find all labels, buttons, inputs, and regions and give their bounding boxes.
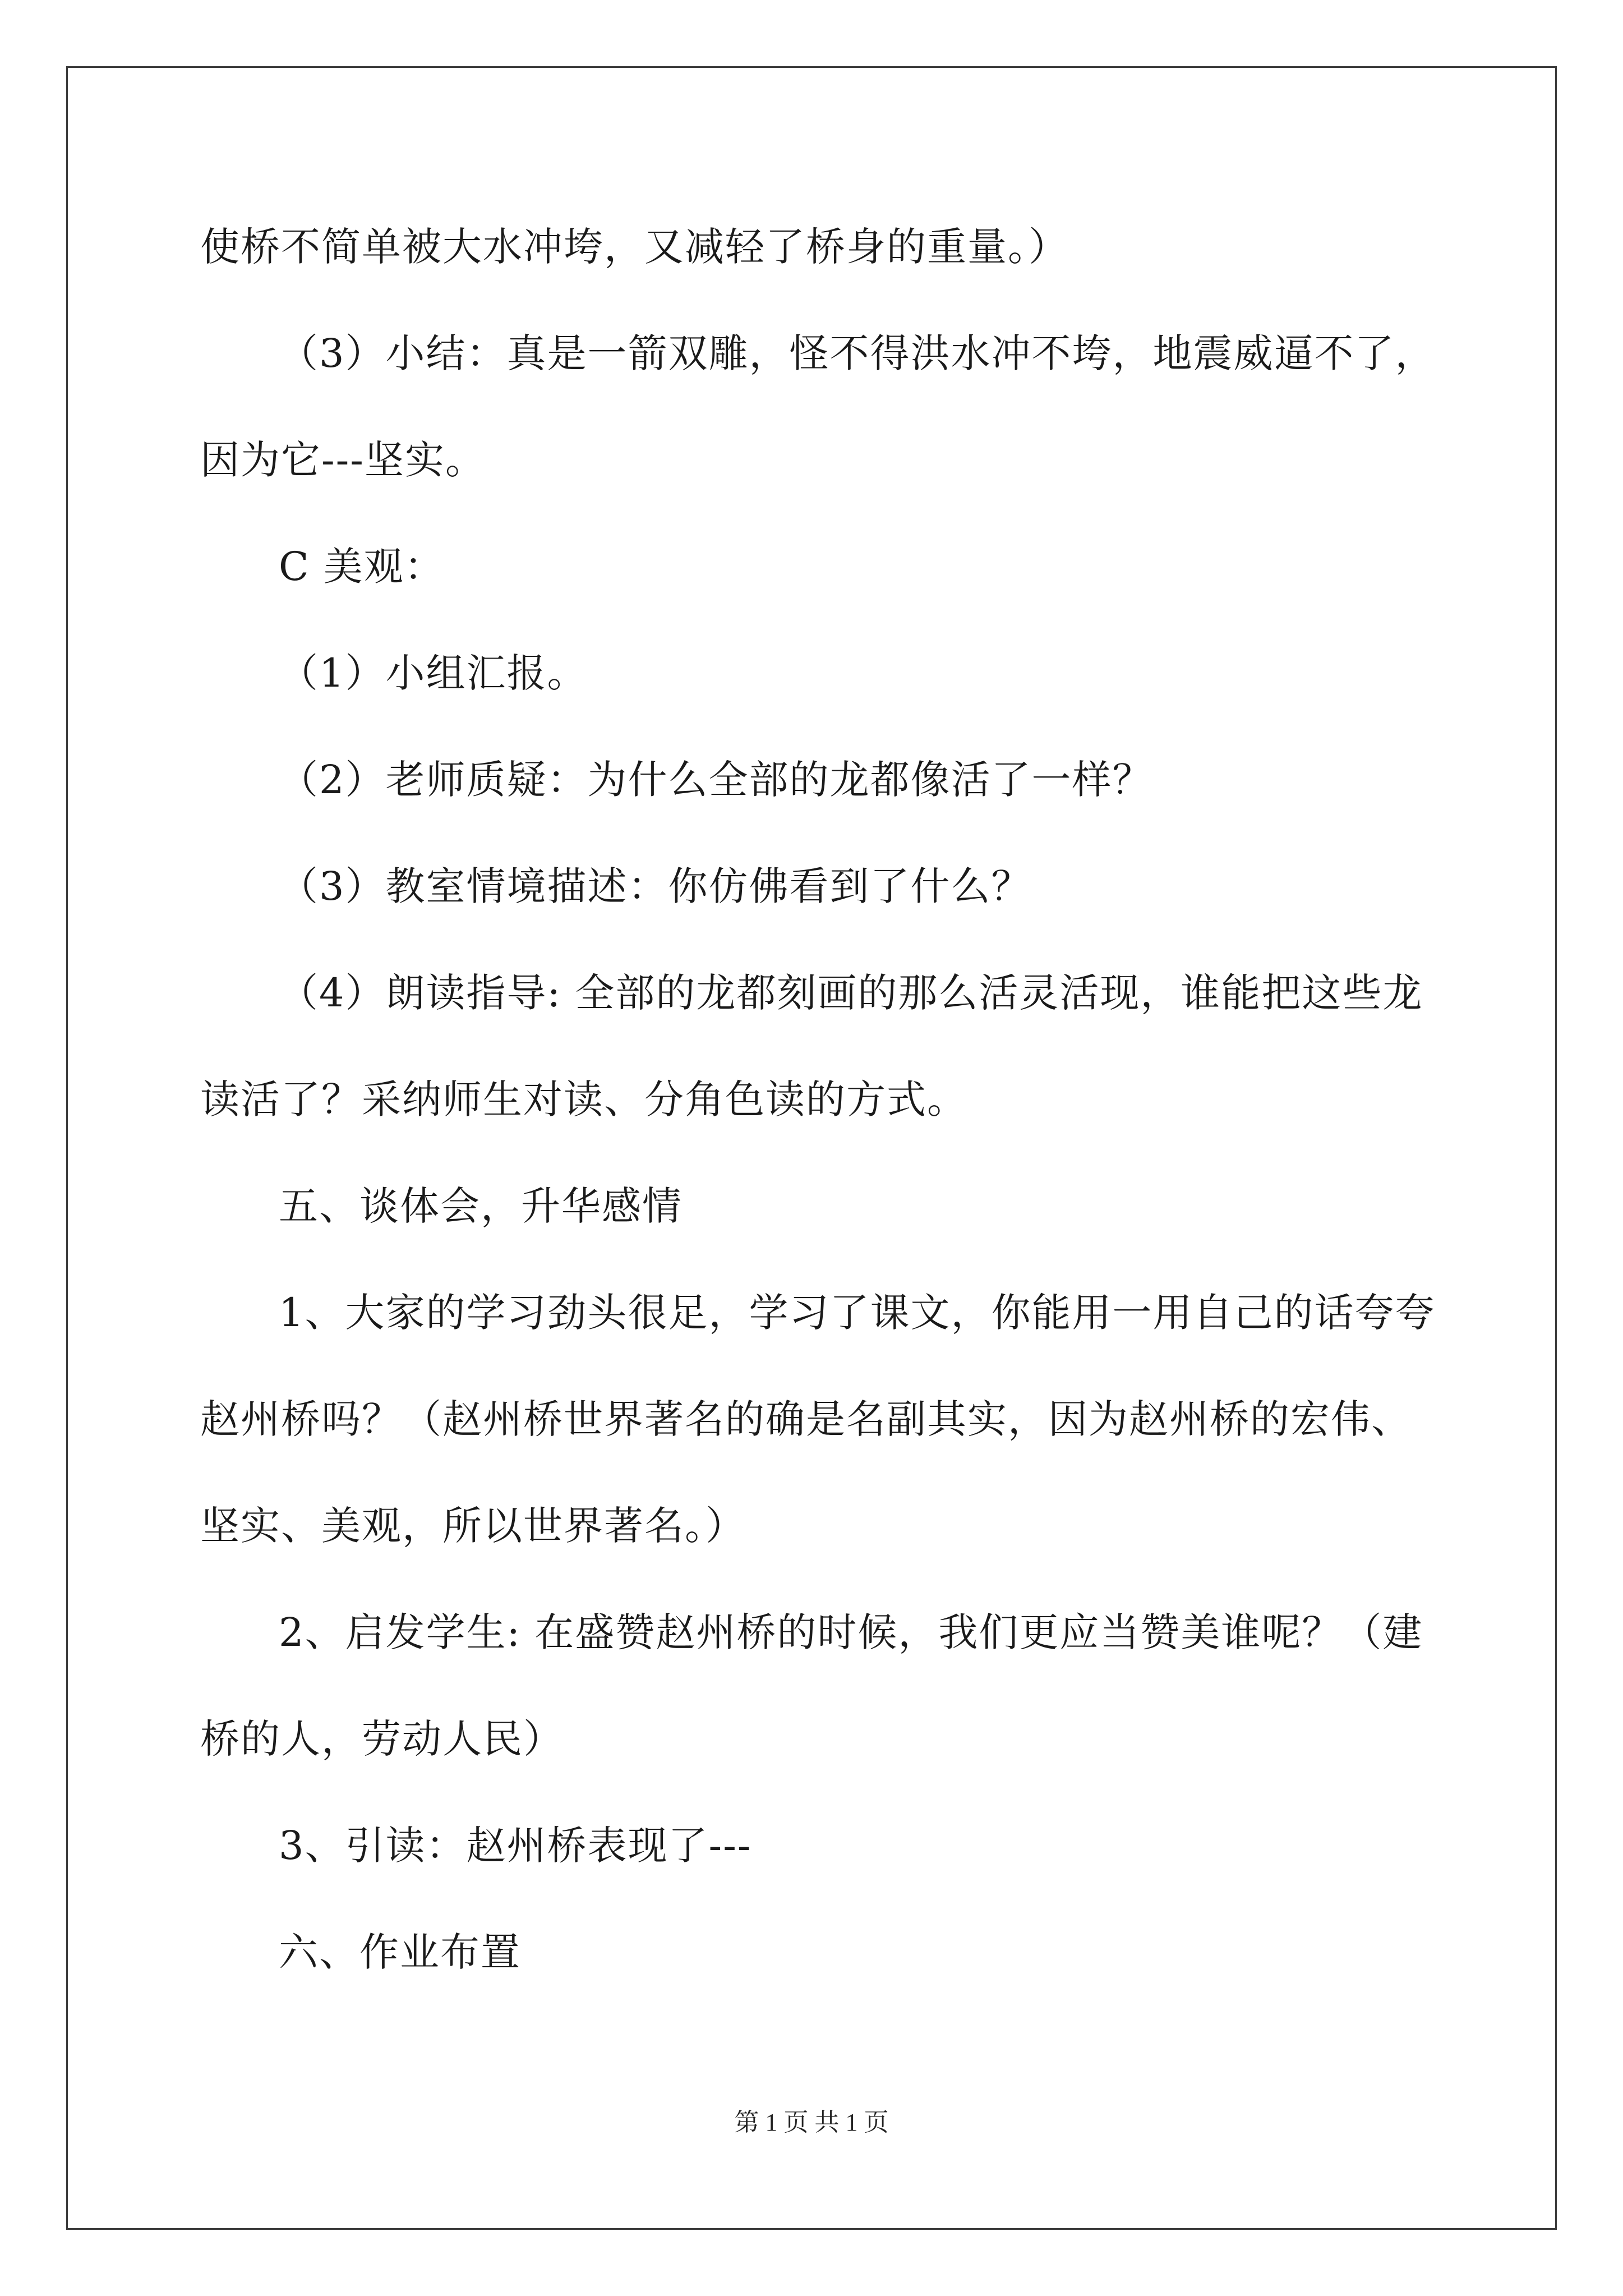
text-line: 坚实、美观，所以世界著名。） bbox=[200, 1503, 746, 1549]
text-line: 读活了？采纳师生对读、分角色读的方式。 bbox=[200, 1076, 967, 1122]
section-heading: 六、作业布置 bbox=[279, 1929, 521, 1975]
page-number-footer: 第 1 页 共 1 页 bbox=[734, 2109, 889, 2136]
page-border bbox=[66, 66, 1557, 2230]
text-line: 2、启发学生: 在盛赞赵州桥的时候，我们更应当赞美谁呢？（建 bbox=[279, 1609, 1423, 1655]
section-heading: C 美观： bbox=[279, 544, 445, 590]
section-heading: 五、谈体会，升华感情 bbox=[279, 1183, 683, 1229]
text-line: （2）老师质疑：为什么全部的龙都像活了一样？ bbox=[279, 757, 1153, 803]
text-line: （3）小结：真是一箭双雕，怪不得洪水冲不垮，地震威逼不了， bbox=[279, 330, 1436, 376]
text-line: （1）小组汇报。 bbox=[279, 650, 588, 696]
text-line: （4）朗读指导: 全部的龙都刻画的那么活灵活现，谁能把这些龙 bbox=[279, 970, 1423, 1016]
text-line: 使桥不简单被大水冲垮，又减轻了桥身的重量。） bbox=[200, 224, 1069, 270]
text-line: 1、大家的学习劲头很足，学习了课文，你能用一用自己的话夸夸 bbox=[279, 1290, 1436, 1336]
text-line: （3）教室情境描述：你仿佛看到了什么？ bbox=[279, 863, 1032, 909]
text-line: 赵州桥吗？（赵州桥世界著名的确是名副其实，因为赵州桥的宏伟、 bbox=[200, 1396, 1412, 1442]
text-line: 桥的人，劳动人民） bbox=[200, 1716, 564, 1762]
text-line: 3、引读：赵州桥表现了--- bbox=[279, 1823, 752, 1869]
text-line: 因为它---坚实。 bbox=[200, 437, 486, 483]
